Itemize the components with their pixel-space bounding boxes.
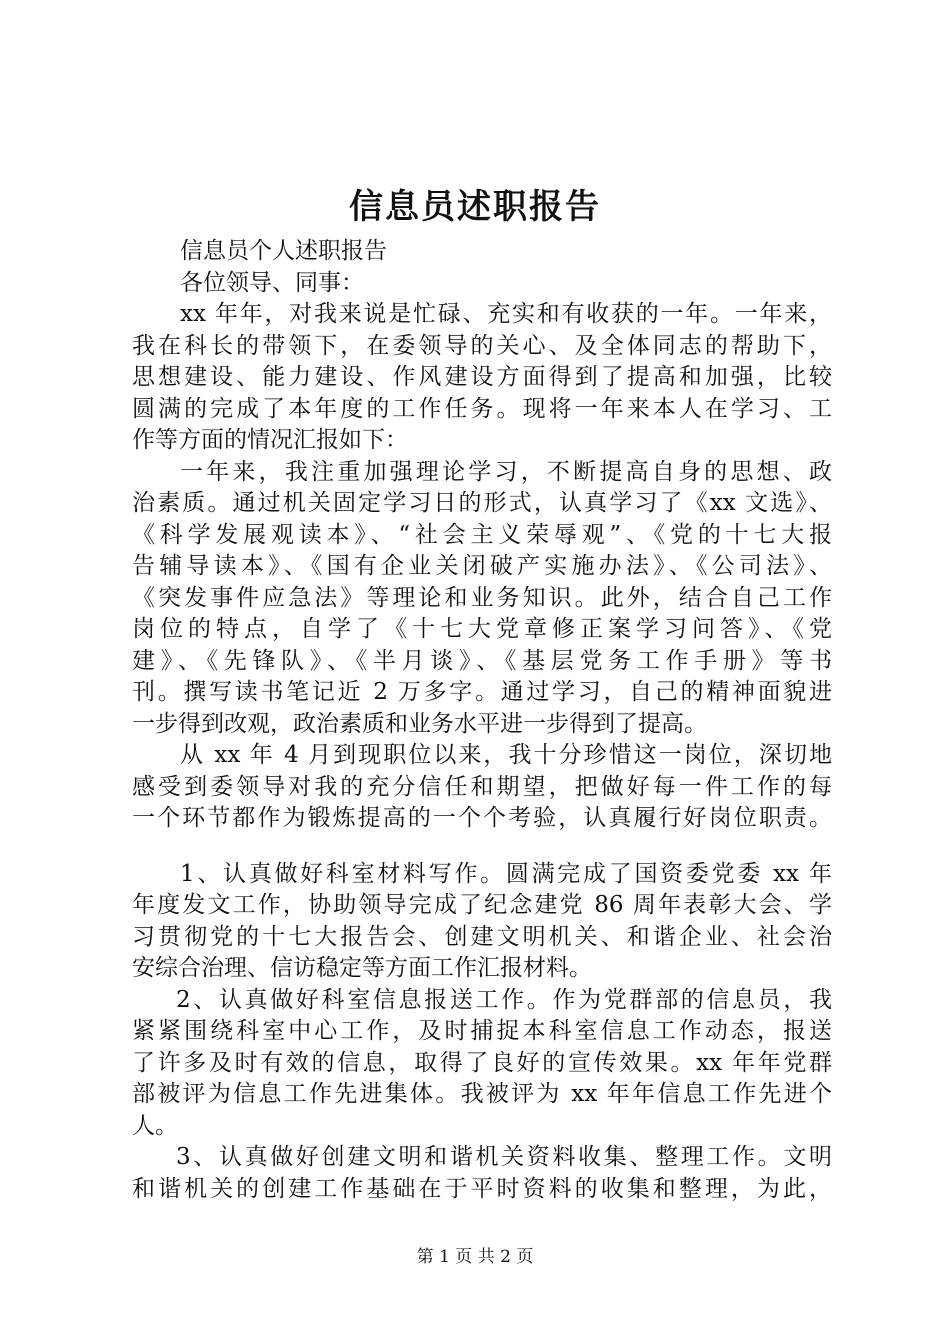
paragraph-line: 从 xx 年 4 月到现职位以来，我十分珍惜这一岗位，深切地 <box>180 742 832 768</box>
paragraph-line: 思想建设、能力建设、作风建设方面得到了提高和加强，比较 <box>132 364 832 390</box>
paragraph-line: 圆满的完成了本年度的工作任务。现将一年来本人在学习、工 <box>132 395 832 422</box>
salutation-line: 各位领导、同事： <box>180 269 364 296</box>
document-title: 信息员述职报告 <box>349 187 601 227</box>
paragraph-line: 一步得到改观，政治素质和业务水平进一步得到了提高。 <box>132 710 707 737</box>
paragraph-line: 作等方面的情况汇报如下： <box>132 427 408 453</box>
paragraph-line: 人。 <box>132 1112 178 1139</box>
paragraph-line: 安综合治理、信访稳定等方面工作汇报材料。 <box>132 955 592 981</box>
paragraph-line: 一年来，我注重加强理论学习，不断提高自身的思想、政 <box>180 458 832 485</box>
paragraph-line: 《科学发展观读本》、“社会主义荣辱观”、《党的十七大报 <box>132 521 832 548</box>
paragraph-line: 紧紧围绕科室中心工作，及时捕捉本科室信息工作动态，报送 <box>132 1018 832 1044</box>
paragraph-line: 我在科长的带领下，在委领导的关心、及全体同志的帮助下， <box>132 332 832 359</box>
paragraph-line: 习贯彻党的十七大报告会、创建文明机关、和谐企业、社会治 <box>132 923 832 950</box>
paragraph-line: 1、认真做好科室材料写作。圆满完成了国资委党委 xx 年 <box>180 860 832 887</box>
paragraph-line: 一个环节都作为锻炼提高的一个个考验，认真履行好岗位职责。 <box>132 805 832 831</box>
page-footer: 第 1 页 共 2 页 <box>416 1247 534 1267</box>
paragraph-line: 2、认真做好科室信息报送工作。作为党群部的信息员，我 <box>176 986 832 1013</box>
paragraph-line: 年度发文工作，协助领导完成了纪念建党 86 周年表彰大会、学 <box>132 892 832 918</box>
paragraph-line: 部被评为信息工作先进集体。我被评为 xx 年年信息工作先进个 <box>132 1081 832 1107</box>
paragraph-line: 3、认真做好创建文明和谐机关资料收集、整理工作。文明 <box>176 1144 832 1170</box>
paragraph-line: 治素质。通过机关固定学习日的形式，认真学习了《xx 文选》、 <box>132 490 832 516</box>
paragraph-line: 和谐机关的创建工作基础在于平时资料的收集和整理，为此， <box>132 1175 832 1202</box>
paragraph-line: 建》、《先锋队》、《半月谈》、《基层党务工作手册》等书 <box>132 647 832 674</box>
subtitle-line: 信息员个人述职报告 <box>180 238 387 264</box>
paragraph-spacer <box>132 835 832 859</box>
paragraph-line: 感受到委领导对我的充分信任和期望，把做好每一件工作的每 <box>132 773 832 800</box>
paragraph-line: 告辅导读本》、《国有企业关闭破产实施办法》、《公司法》、 <box>132 553 832 579</box>
paragraph-line: 岗位的特点，自学了《十七大党章修正案学习问答》、《党 <box>132 616 832 642</box>
paragraph-line: 《突发事件应急法》等理论和业务知识。此外，结合自己工作 <box>132 584 832 611</box>
paragraph-line: xx 年年，对我来说是忙碌、充实和有收获的一年。一年来， <box>180 301 832 327</box>
paragraph-line: 刊。撰写读书笔记近 2 万多字。通过学习，自己的精神面貌进 <box>132 679 832 705</box>
paragraph-line: 了许多及时有效的信息，取得了良好的宣传效果。xx 年年党群 <box>132 1049 832 1076</box>
document-body <box>132 236 832 1205</box>
